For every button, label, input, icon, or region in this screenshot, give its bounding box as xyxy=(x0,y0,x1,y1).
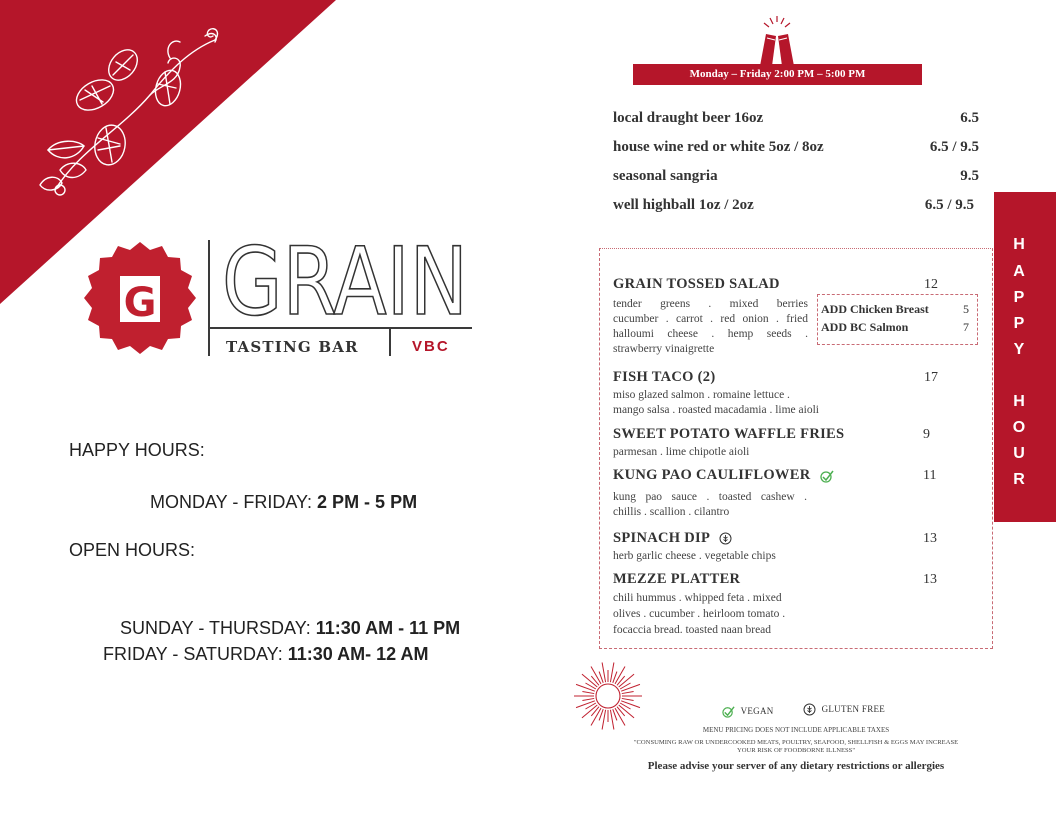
drink-row xyxy=(613,197,974,214)
sun-ray xyxy=(576,701,595,708)
sun-ray xyxy=(602,663,605,683)
dish-price: 9 xyxy=(923,427,930,442)
dish-name: SWEET POTATO WAFFLE FRIES xyxy=(613,426,845,442)
dish-price: 12 xyxy=(924,277,938,292)
addon-name: ADD BC Salmon xyxy=(821,320,909,334)
dish-description: mango salsa . roasted macadamia . lime aioli xyxy=(613,404,819,416)
side-tab-letter: U xyxy=(1013,445,1025,462)
happy-hour-banner: Monday – Friday 2:00 PM – 5:00 PM xyxy=(633,64,922,85)
sun-ray xyxy=(582,698,594,700)
legend-gluten-free xyxy=(803,703,885,716)
open-hours-time: 11:30 AM- 12 AM xyxy=(287,644,429,664)
sun-ray xyxy=(610,663,613,683)
drink-price: 6.5 / 9.5 xyxy=(924,197,974,213)
tax-notice: MENU PRICING DOES NOT INCLUDE APPLICABLE TAXES xyxy=(702,726,890,734)
dish-name: FISH TACO (2) xyxy=(613,369,716,385)
dish-description: kung pao sauce . toasted cashew . xyxy=(613,491,807,503)
side-tab-letter: H xyxy=(1013,393,1025,410)
dish-name: SPINACH DIP xyxy=(613,530,710,546)
drink-name: well highball 1oz / 2oz xyxy=(613,197,754,213)
badge-letter: G xyxy=(123,280,157,326)
open-hours-row xyxy=(103,644,428,665)
legend-vegan xyxy=(722,705,774,718)
side-tab-letter: A xyxy=(1013,263,1025,280)
happy-hours-days: MONDAY - FRIDAY: xyxy=(150,492,313,512)
logo-tag: VBC xyxy=(412,338,450,355)
legend-gluten-free-label: GLUTEN FREE xyxy=(821,703,886,714)
sun-ray xyxy=(602,710,605,730)
addon-row xyxy=(821,302,969,317)
open-hours-days: FRIDAY - SATURDAY: xyxy=(103,644,283,664)
gluten-free-icon xyxy=(803,703,816,716)
dish-price: 13 xyxy=(923,572,937,587)
side-tab-letter: P xyxy=(1013,289,1025,306)
open-hours-row xyxy=(120,618,460,639)
happy-hours-label: HAPPY HOURS: xyxy=(69,440,205,460)
open-hours-days: SUNDAY - THURSDAY: xyxy=(120,618,311,638)
addon-row xyxy=(821,320,969,335)
side-tab-letter: P xyxy=(1013,315,1025,332)
sunburst-icon xyxy=(571,660,645,732)
svg-text:GRAIN: GRAIN xyxy=(222,238,468,320)
dish-description: focaccia bread. toasted naan bread xyxy=(613,624,772,636)
drink-row xyxy=(613,110,979,127)
addon-price: 5 xyxy=(963,302,969,316)
sun-ray xyxy=(621,701,640,708)
logo-rule xyxy=(208,327,472,329)
drink-name: seasonal sangria xyxy=(613,168,718,184)
allergy-advisory: Please advise your server of any dietary restrictions or allergies xyxy=(647,760,945,772)
dish-price: 13 xyxy=(923,531,937,546)
grain-badge-logo xyxy=(80,240,200,360)
dish-description: chillis . scallion . cilantro xyxy=(613,506,730,518)
dish-name-row xyxy=(613,467,834,484)
food-safety-warning: "CONSUMING RAW OR UNDERCOOKED MEATS, POULTRY, SEAFOOD, SHELLFISH & EGGS MAY INCREASE YOUR RISK OF FOODBORNE ILLNESS" xyxy=(633,739,959,754)
logo-rule xyxy=(389,327,391,356)
dish-name: GRAIN TOSSED SALAD xyxy=(613,276,780,292)
drink-row xyxy=(613,139,979,156)
vegan-leaf-icon xyxy=(820,469,834,483)
drink-price: 6.5 / 9.5 xyxy=(929,139,979,155)
happy-hours-row xyxy=(150,492,417,513)
drink-name: house wine red or white 5oz / 8oz xyxy=(613,139,824,155)
dish-name-row xyxy=(613,530,732,547)
open-hours-label: OPEN HOURS: xyxy=(69,540,196,560)
sun-ray xyxy=(621,684,640,691)
dish-description: cucumber . carrot . red onion . fried xyxy=(613,313,808,325)
happy-hours-time: 2 PM - 5 PM xyxy=(317,492,418,512)
dish-price: 11 xyxy=(923,468,937,483)
dish-description: parmesan . lime chipotle aioli xyxy=(613,446,750,458)
happy-hour-side-tab xyxy=(994,192,1056,522)
open-hours-time: 11:30 AM - 11 PM xyxy=(315,618,461,638)
drink-price: 9.5 xyxy=(960,168,979,184)
addon-name: ADD Chicken Breast xyxy=(821,302,929,316)
dish-description: strawberry vinaigrette xyxy=(613,343,715,355)
cheers-glasses-icon xyxy=(752,14,802,66)
dish-description: olives . cucumber . heirloom tomato . xyxy=(613,608,786,620)
dish-description: herb garlic cheese . vegetable chips xyxy=(613,550,776,562)
gluten-free-icon xyxy=(719,532,732,545)
logo-subtitle: TASTING BAR xyxy=(226,338,359,356)
addon-price: 7 xyxy=(963,320,969,334)
legend-vegan-label: VEGAN xyxy=(740,705,774,716)
sun-ray xyxy=(622,698,634,700)
vegan-leaf-icon xyxy=(722,705,735,718)
side-tab-letter: R xyxy=(1013,471,1025,488)
dish-description: chili hummus . whipped feta . mixed xyxy=(613,592,782,604)
dish-price: 17 xyxy=(924,370,938,385)
drink-price: 6.5 xyxy=(960,110,979,126)
side-tab-letter: H xyxy=(1013,236,1025,253)
drink-row xyxy=(613,168,979,185)
sun-ray xyxy=(622,691,634,693)
sun-ray xyxy=(576,684,595,691)
dish-name: KUNG PAO CAULIFLOWER xyxy=(613,467,811,483)
grain-wordmark xyxy=(222,238,472,320)
dish-name: MEZZE PLATTER xyxy=(613,571,741,587)
drink-name: local draught beer 16oz xyxy=(613,110,764,126)
sun-ray xyxy=(582,691,594,693)
dish-description: miso glazed salmon . romaine lettuce . xyxy=(613,389,790,401)
dish-description: tender greens . mixed berries xyxy=(613,298,808,310)
dish-description: halloumi cheese . hemp seeds . xyxy=(613,328,808,340)
side-tab-letter: Y xyxy=(1013,341,1025,358)
side-tab-letter: O xyxy=(1012,419,1026,436)
logo-rule xyxy=(208,240,210,356)
